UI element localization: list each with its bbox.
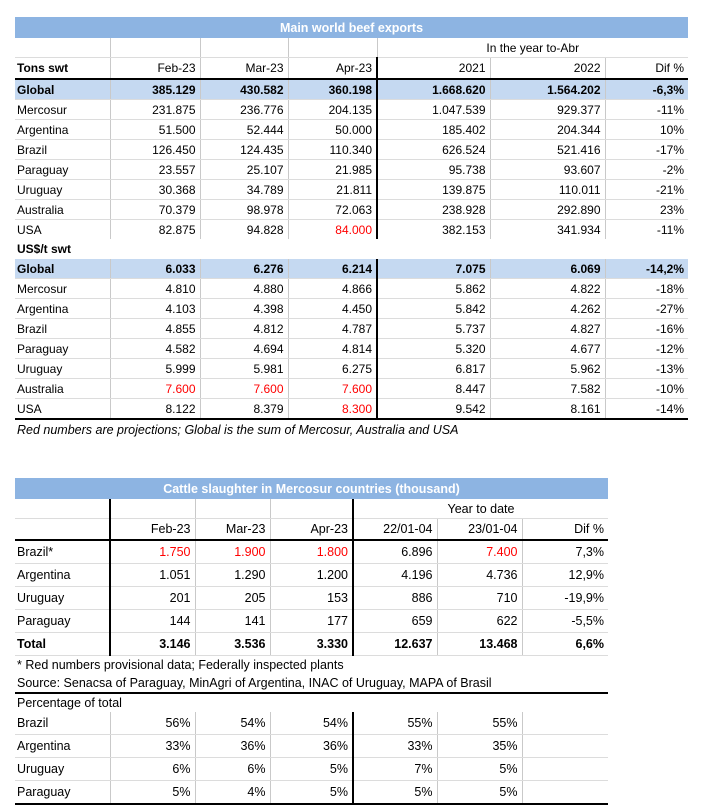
source-row [15,674,608,693]
cell-value: 8.300 [288,399,377,420]
cell-value: 6.817 [377,359,490,379]
cell-value: 4.262 [490,299,605,319]
cell-value: -16% [605,319,688,339]
cell-value: 6% [110,758,195,781]
cell-value: 886 [353,587,437,610]
cell-value: 1.900 [195,540,270,564]
blank-cell [270,499,353,519]
cell-value: -19,9% [522,587,608,610]
table-title: Cattle slaughter in Mercosur countries (thousand) [15,478,608,499]
cell-value: 7.582 [490,379,605,399]
cell-value: 205 [195,587,270,610]
cell-value: 4.787 [288,319,377,339]
table-row [15,79,688,100]
column-header: Dif % [522,519,608,541]
cell-value: 33% [353,735,437,758]
cell-value: 4.827 [490,319,605,339]
cell-value: 34.789 [200,180,288,200]
cell-value: 54% [270,712,353,735]
row-label: Paraguay [15,781,110,805]
table-row [15,587,608,610]
cell-value: 126.450 [110,140,200,160]
cell-value: 4.694 [200,339,288,359]
column-header: 2022 [490,58,605,80]
cell-value: 72.063 [288,200,377,220]
cell-value: 4.103 [110,299,200,319]
cell-value: 1.200 [270,564,353,587]
table-row [15,735,608,758]
row-label: Argentina [15,120,110,140]
cell-value: 55% [437,712,522,735]
cell-value: 204.135 [288,100,377,120]
cell-value: 50.000 [288,120,377,140]
cell-value: 4.450 [288,299,377,319]
cell-value: -21% [605,180,688,200]
row-label: Brazil [15,712,110,735]
cell-value: 4.880 [200,279,288,299]
row-label: Uruguay [15,359,110,379]
table-row [15,781,608,805]
cell-value: 30.368 [110,180,200,200]
row-label: Paraguay [15,160,110,180]
cell-value: 236.776 [200,100,288,120]
cell-value: 6.276 [200,259,288,279]
blank-cell [200,38,288,58]
table-title-row [15,478,608,499]
table-row [15,120,688,140]
cell-value: 6.033 [110,259,200,279]
table-title-row [15,17,688,38]
row-label: Argentina [15,564,110,587]
percentage-label-row [15,693,608,712]
cell-value: 204.344 [490,120,605,140]
cell-value: 23% [605,200,688,220]
cell-value: 8.379 [200,399,288,420]
row-label: Argentina [15,735,110,758]
table-title: Main world beef exports [15,17,688,38]
cell-value: 1.750 [110,540,195,564]
cell-value: 5% [110,781,195,805]
cell-value: -17% [605,140,688,160]
blank-cell [353,693,437,712]
cell-value: 6,6% [522,633,608,656]
table-row [15,359,688,379]
cell-value: 10% [605,120,688,140]
section-label: Percentage of total [17,696,122,710]
row-label: Brazil* [15,540,110,564]
column-header: 23/01-04 [437,519,522,541]
cell-value: 3.146 [110,633,195,656]
table-row [15,100,688,120]
cell-value: 5% [270,758,353,781]
cell-value: 385.129 [110,79,200,100]
table-row [15,299,688,319]
cell-value: -10% [605,379,688,399]
footnote-row [15,656,608,675]
blank-cell [437,693,522,712]
cell-value: 4.814 [288,339,377,359]
cell-value: 8.161 [490,399,605,420]
cell-value: 3.330 [270,633,353,656]
cell-value: 36% [195,735,270,758]
table-row [15,180,688,200]
cell-value: 292.890 [490,200,605,220]
cattle-slaughter-table [15,478,608,805]
usd-section [15,259,688,419]
cell-value: -18% [605,279,688,299]
cell-value: 341.934 [490,220,605,240]
row-label: USA [17,222,42,237]
cell-value: 21.811 [288,180,377,200]
blank-cell [195,499,270,519]
cell-value: 6.069 [490,259,605,279]
cell-value: 70.379 [110,200,200,220]
footnote: Red numbers are projections; Global is the sum of Mercosur, Australia and USA [17,423,459,437]
cell-value: 360.198 [288,79,377,100]
cell-value: 5% [353,781,437,805]
column-header [15,519,110,541]
cell-value: 12.637 [353,633,437,656]
column-header: Mar-23 [200,58,288,80]
cell-value: 1.668.620 [377,79,490,100]
section-label: US$/t swt [17,242,72,256]
cell-value: 52.444 [200,120,288,140]
usd-section-label-row [15,239,688,259]
table-row [15,610,608,633]
group-header-row [15,38,688,58]
cell-value: 6.214 [288,259,377,279]
cell-value: 177 [270,610,353,633]
cell-value [522,712,608,735]
blank-cell [110,499,195,519]
cell-value: -12% [605,339,688,359]
tons-section [15,79,688,239]
cell-value: 13.468 [437,633,522,656]
cell-value: -6,3% [605,79,688,100]
cell-value: 382.153 [377,220,490,240]
blank-cell [195,693,270,712]
cell-value: 3.536 [195,633,270,656]
cell-value: 8.122 [110,399,200,420]
cell-value: 35% [437,735,522,758]
table-row [15,540,608,564]
table-row [15,564,608,587]
column-header: Dif % [605,58,688,80]
cell-value: 5% [437,758,522,781]
cell-value: 36% [270,735,353,758]
cell-value: 6% [195,758,270,781]
row-label: Global [15,259,110,279]
row-label: Brazil [15,319,110,339]
row-label: Global [15,79,110,100]
cell-value: 141 [195,610,270,633]
blank-cell [353,656,437,675]
table-row [15,339,688,359]
cell-value: 430.582 [200,79,288,100]
cell-value: -11% [605,220,688,240]
cell-value: 659 [353,610,437,633]
cell-value: 56% [110,712,195,735]
column-header: Tons swt [15,58,110,80]
slaughter-data-section [15,540,608,656]
cell-value: 54% [195,712,270,735]
group-header-row [15,499,608,519]
table-row [15,259,688,279]
group-header: Year to date [353,499,608,519]
cell-value: 5.320 [377,339,490,359]
cell-value: 4.855 [110,319,200,339]
cell-value: 5% [437,781,522,805]
cell-value: 238.928 [377,200,490,220]
cell-value: 5.862 [377,279,490,299]
cell-value: 1.800 [270,540,353,564]
cell-value: -2% [605,160,688,180]
table-row [15,220,688,240]
column-header: 22/01-04 [353,519,437,541]
cell-value: 4.810 [110,279,200,299]
row-label: Uruguay [15,587,110,610]
row-label: Brazil [15,140,110,160]
cell-value: 51.500 [110,120,200,140]
table-row [15,140,688,160]
cell-value: 21.985 [288,160,377,180]
column-header: Feb-23 [110,58,200,80]
cell-value [522,758,608,781]
row-label: USA [15,399,110,420]
cell-value: 4.677 [490,339,605,359]
row-label: Australia [15,200,110,220]
cell-value: 6.896 [353,540,437,564]
cell-value: 153 [270,587,353,610]
row-label: Paraguay [15,339,110,359]
cell-value: -14,2% [605,259,688,279]
cell-value: 5.737 [377,319,490,339]
cell-value: 929.377 [490,100,605,120]
table-row [15,758,608,781]
cell-value: 4.398 [200,299,288,319]
cell-value: 8.447 [377,379,490,399]
blank-cell [15,499,110,519]
cell-value: 124.435 [200,140,288,160]
table-row [15,200,688,220]
column-header-row [15,58,688,80]
row-label: Australia [15,379,110,399]
cell-value: 4.736 [437,564,522,587]
cell-value: 84.000 [288,220,377,240]
cell-value: 7% [353,758,437,781]
cell-value: 710 [437,587,522,610]
column-header: Apr-23 [270,519,353,541]
cell-value: 7.600 [288,379,377,399]
row-label: Mercosur [15,279,110,299]
row-label: Uruguay [15,758,110,781]
row-label: Argentina [15,299,110,319]
cell-value: 5.842 [377,299,490,319]
cell-value: 7,3% [522,540,608,564]
cell-value: -27% [605,299,688,319]
cell-value: 626.524 [377,140,490,160]
blank-cell [110,38,200,58]
cell-value: 231.875 [110,100,200,120]
cell-value: 12,9% [522,564,608,587]
row-label: Uruguay [15,180,110,200]
cell-value: 7.600 [110,379,200,399]
column-header-row [15,519,608,541]
cell-value: 7.600 [200,379,288,399]
row-label: Total [15,633,110,656]
cell-value: 5.981 [200,359,288,379]
table-row [15,712,608,735]
cell-value: 94.828 [200,220,288,240]
table-row [15,379,688,399]
cell-value: -5,5% [522,610,608,633]
cell-value: 55% [353,712,437,735]
cell-value: 1.564.202 [490,79,605,100]
blank-cell [522,693,608,712]
group-header: In the year to-Abr [377,38,688,58]
table-row [15,399,688,420]
cell-value: 23.557 [110,160,200,180]
cell-value: 185.402 [377,120,490,140]
cell-value [522,735,608,758]
cell-value: 144 [110,610,195,633]
cell-value: 9.542 [377,399,490,420]
cell-value: 7.400 [437,540,522,564]
cell-value: 4.812 [200,319,288,339]
table-row [15,633,608,656]
cell-value: 201 [110,587,195,610]
cell-value: 98.978 [200,200,288,220]
cell-value: 139.875 [377,180,490,200]
cell-value: -14% [605,399,688,420]
column-header: 2021 [377,58,490,80]
row-label: Paraguay [15,610,110,633]
cell-value: 95.738 [377,160,490,180]
row-label: Mercosur [15,100,110,120]
cell-value: 25.107 [200,160,288,180]
cell-value: 5.999 [110,359,200,379]
percentage-section [15,712,608,804]
cell-value: 6.275 [288,359,377,379]
footnote: * Red numbers provisional data; Federally inspected plants [17,658,344,672]
cell-value: 622 [437,610,522,633]
cell-value: 4% [195,781,270,805]
cell-value: 5% [270,781,353,805]
cell-value: 110.011 [490,180,605,200]
cell-value: 4.582 [110,339,200,359]
cell-value: 33% [110,735,195,758]
blank-cell [288,38,377,58]
cell-value: 7.075 [377,259,490,279]
source-note: Source: Senacsa of Paraguay, MinAgri of Argentina, INAC of Uruguay, MAPA of Brasil [15,674,608,693]
cell-value: 4.866 [288,279,377,299]
table-row [15,319,688,339]
notes-section [15,656,608,713]
table-row [15,279,688,299]
cell-value: 1.051 [110,564,195,587]
blank-cell [15,38,110,58]
cell-value: 521.416 [490,140,605,160]
cell-value: 1.290 [195,564,270,587]
cell-value: 4.822 [490,279,605,299]
column-header: Apr-23 [288,58,377,80]
cell-value: 82.875 [110,220,200,240]
cell-value: 110.340 [288,140,377,160]
blank-cell [437,656,522,675]
cell-value: -13% [605,359,688,379]
blank-cell [522,656,608,675]
cell-value: -11% [605,100,688,120]
beef-exports-table [15,17,688,437]
cell-value: 5.962 [490,359,605,379]
blank-cell [270,693,353,712]
cell-value: 1.047.539 [377,100,490,120]
cell-value: 4.196 [353,564,437,587]
table-row [15,160,688,180]
column-header: Feb-23 [110,519,195,541]
cell-value [522,781,608,805]
column-header: Mar-23 [195,519,270,541]
cell-value: 93.607 [490,160,605,180]
